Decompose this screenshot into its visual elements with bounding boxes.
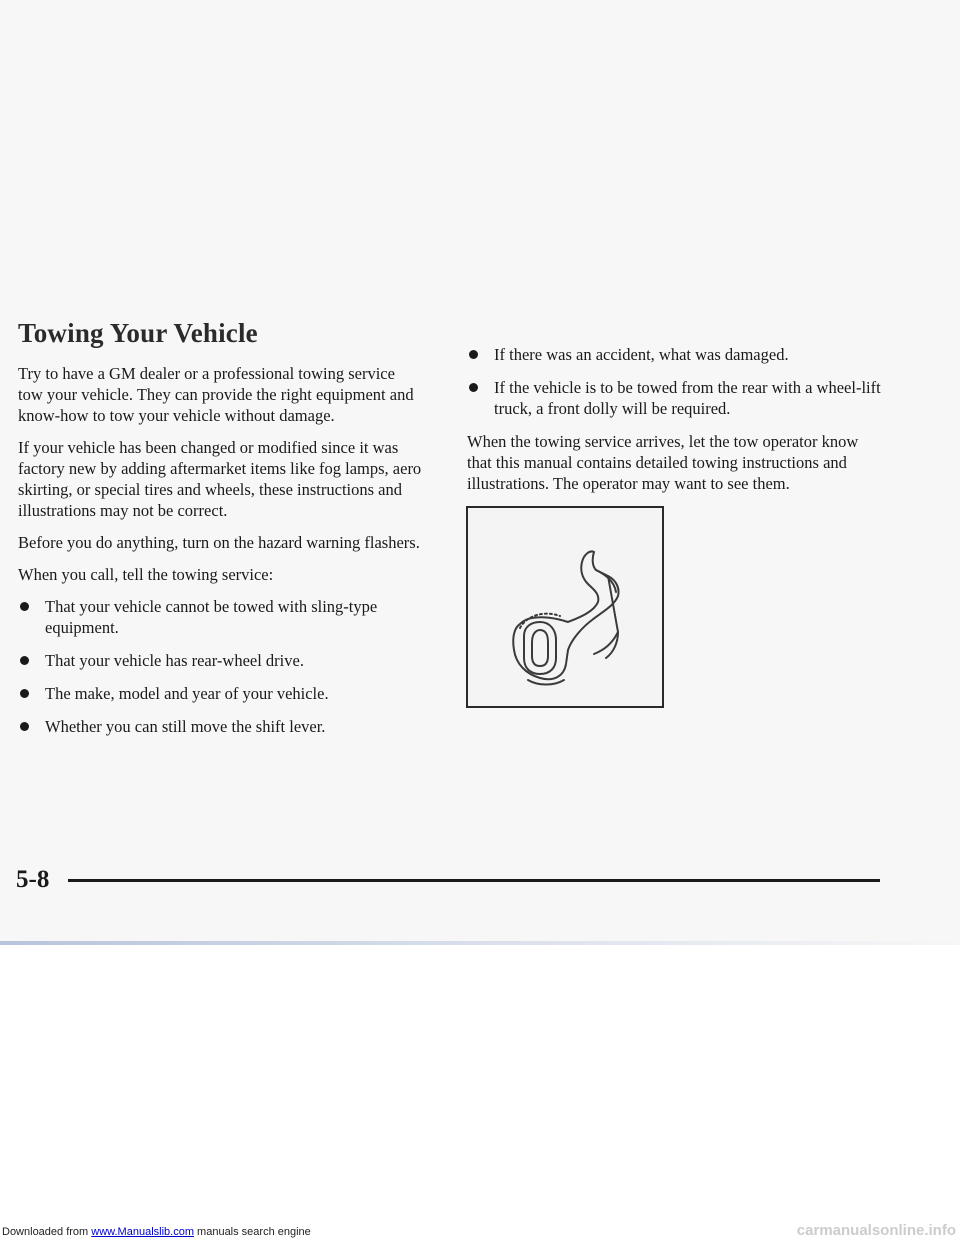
paragraph-modified: If your vehicle has been changed or modified since it was factory new by adding aftermarket items like fog lamps, aero skirting, or special tires and wheels, these instructions and illustrations may not be correct. [18, 438, 422, 520]
bullet-icon [469, 383, 478, 392]
paragraph-hazard: Before you do anything, turn on the hazard warning flashers. [18, 533, 420, 552]
list-item: Whether you can still move the shift lever. [18, 716, 423, 737]
bullet-icon [20, 689, 29, 698]
scan-edge-divider [0, 941, 960, 945]
bullet-icon [20, 602, 29, 611]
list-item: The make, model and year of your vehicle. [18, 683, 423, 704]
list-item: That your vehicle has rear-wheel drive. [18, 650, 423, 671]
towing-illustration [466, 506, 664, 708]
paragraph-arrival: When the towing service arrives, let the tow operator know that this manual contains detailed towing instructions and illustrations. The operator may want to see them. [467, 432, 859, 493]
list-item: That your vehicle cannot be towed with sling-type equipment. [18, 596, 423, 638]
list-item: If there was an accident, what was damaged. [467, 344, 887, 365]
paragraph-call: When you call, tell the towing service: [18, 565, 274, 584]
watermark-text: carmanualsonline.info [796, 1222, 956, 1239]
left-column [18, 318, 423, 749]
right-column [467, 344, 887, 505]
tow-hook-icon [468, 508, 662, 706]
page-number: 5-8 [16, 866, 50, 893]
download-banner-bottom: Downloaded from www.Manualslib.com manuals search engine [2, 1226, 311, 1238]
call-checklist-continued [467, 344, 887, 419]
bullet-icon [20, 722, 29, 731]
call-checklist [18, 596, 423, 737]
manualslib-link-bottom[interactable]: www.Manualslib.com [91, 1226, 194, 1238]
list-item: If the vehicle is to be towed from the rear with a wheel-lift truck, a front dolly will be required. [467, 377, 887, 419]
bullet-icon [20, 656, 29, 665]
footer-divider [68, 879, 880, 882]
paragraph-intro: Try to have a GM dealer or a professional towing service tow your vehicle. They can provide the right equipment and know-how to tow your vehicle without damage. [18, 364, 414, 425]
section-title: Towing Your Vehicle [18, 318, 258, 348]
bullet-icon [469, 350, 478, 359]
